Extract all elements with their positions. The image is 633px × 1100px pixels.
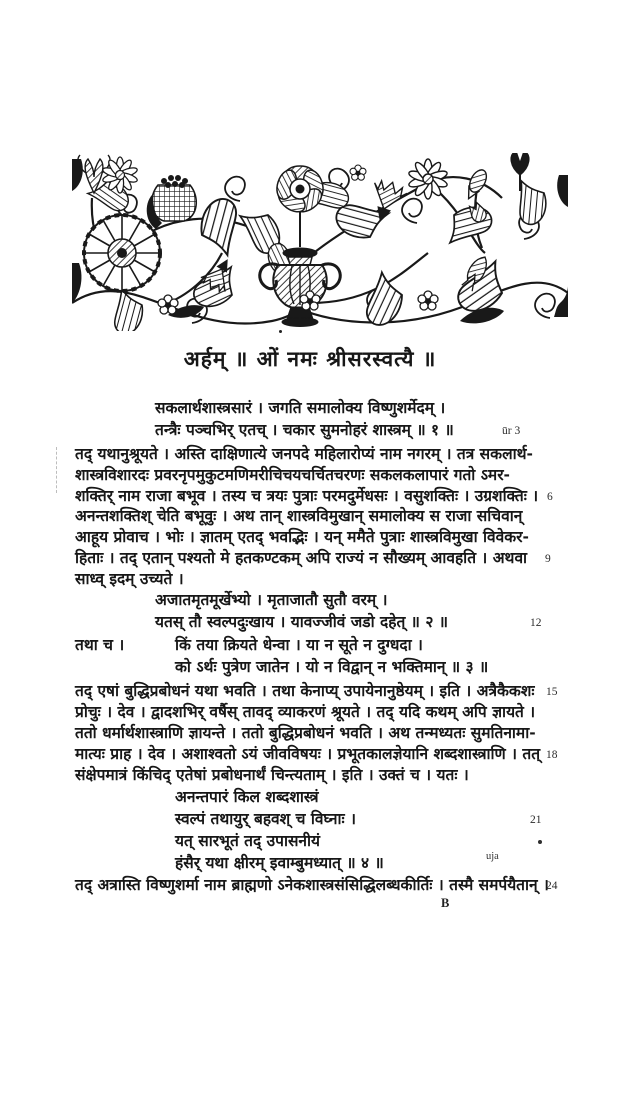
verse4-line1: अनन्तपारं किल शब्दशास्त्रं (175, 788, 319, 806)
signature-mark-bottom: B (441, 896, 450, 910)
line-number-12: 12 (530, 617, 542, 629)
para1-line6: हिताः । तद् एतान् पश्यतो मे हतकण्टकम् अपि राज्यं न सौख्यम् आवहति । अथवा (75, 549, 528, 567)
invocation-line: अर्हम् ॥ ओं नमः श्रीसरस्वत्यै ॥ (183, 347, 437, 371)
closing-line: तद् अत्रास्ति विष्णुशर्मा नाम ब्राह्मणो ऽनेकशास्त्रसंसिद्धिलब्धकीर्तिः । तस्मै समर्पयैतान् । (75, 876, 549, 894)
verse3-line1: किं तया क्रियते धेन्वा । या न सूते न दुग्धदा । (175, 636, 423, 654)
signature-mark-top: ūr 3 (502, 425, 521, 437)
line-number-24: 24 (546, 880, 558, 892)
line-number-21: 21 (530, 814, 542, 826)
para1-line2: शास्त्रविशारदः प्रवरनृपमुकुटमणिमरीचिचयचर्चितचरणः सकलकलापारं गतो ऽमर- (75, 466, 510, 484)
para2-line1: तद् एषां बुद्धिप्रबोधनं यथा भवति । तथा केनाप्य् उपायेनानुष्ठेयम् । इति । अत्रैकैकशः (75, 682, 535, 700)
line-number-6: 6 (547, 491, 553, 503)
ink-dot (279, 330, 282, 333)
catchword-mark: uja (486, 851, 499, 862)
line-number-15: 15 (546, 686, 558, 698)
verse2-line1: अजातमृतमूर्खेभ्यो । मृताजातौ सुतौ वरम् । (155, 591, 388, 609)
floral-woodcut-band (72, 153, 568, 331)
para2-line5: संक्षेपमात्रं किंचिद् एतेषां प्रबोधनार्थं चिन्त्यताम् । इति । उक्तं च । यतः । (75, 766, 469, 784)
tatha-cha: तथा च । (75, 636, 125, 654)
para1-line5: आहूय प्रोवाच । भोः । ज्ञातम् एतद् भवद्भिः । यन् ममैते पुत्राः शास्त्रविमुखा विवेकर- (75, 528, 529, 546)
para2-line3: ततो धर्मार्थशास्त्राणि ज्ञायन्ते । ततो बुद्धिप्रबोधनं भवति । अथ तन्मध्यतः सुमतिनामा- (75, 724, 536, 742)
verse3-line2: को ऽर्थः पुत्रेण जातेन । यो न विद्वान् न भक्तिमान् ॥ ३ ॥ (175, 658, 489, 676)
verse4-line2: स्वल्पं तथायुर् बहवश् च विघ्नाः । (175, 810, 356, 828)
para1-line4: अनन्तशक्तिश् चेति बभूवुः । अथ तान् शास्त्रविमुखान् समालोक्य स राजा सचिवान् (75, 507, 523, 525)
ink-dot (538, 840, 542, 844)
line-number-9: 9 (545, 553, 551, 565)
verse1-line1: सकलार्थशास्त्रसारं । जगति समालोक्य विष्णुशर्मेदम् । (155, 399, 446, 417)
para1-line3: शक्तिर् नाम राजा बभूव । तस्य च त्रयः पुत्राः परमदुर्मेधसः । वसुशक्तिः । उग्रशक्तिः । (75, 487, 539, 505)
para2-line4: मात्यः प्राह । देव । अशाश्वतो ऽयं जीवविषयः । प्रभूतकालज्ञेयानि शब्दशास्त्राणि । तत् (75, 745, 541, 763)
verse1-line2: तन्त्रैः पञ्चभिर् एतच् । चकार सुमनोहरं शास्त्रम् ॥ १ ॥ (155, 421, 454, 439)
verse2-line2: यतस् तौ स्वल्पदुःखाय । यावज्जीवं जडो दहेत् ॥ २ ॥ (155, 613, 449, 631)
para2-line2: प्रोचुः । देव । द्वादशभिर् वर्षैस् तावद् व्याकरणं श्रूयते । तद् यदि कथम् अपि ज्ञायते । (75, 703, 536, 721)
line-number-18: 18 (546, 749, 558, 761)
para1-line1: तद् यथानुश्रूयते । अस्ति दाक्षिणात्ये जनपदे महिलारोप्यं नाम नगरम् । तत्र सकलार्थ- (75, 445, 533, 463)
verse4-line4: हंसैर् यथा क्षीरम् इवाम्बुमध्यात् ॥ ४ ॥ (175, 854, 384, 872)
verse4-line3: यत् सारभूतं तद् उपासनीयं (175, 832, 321, 850)
para1-line7: साध्व् इदम् उच्यते । (75, 570, 184, 588)
margin-dash (56, 447, 57, 493)
